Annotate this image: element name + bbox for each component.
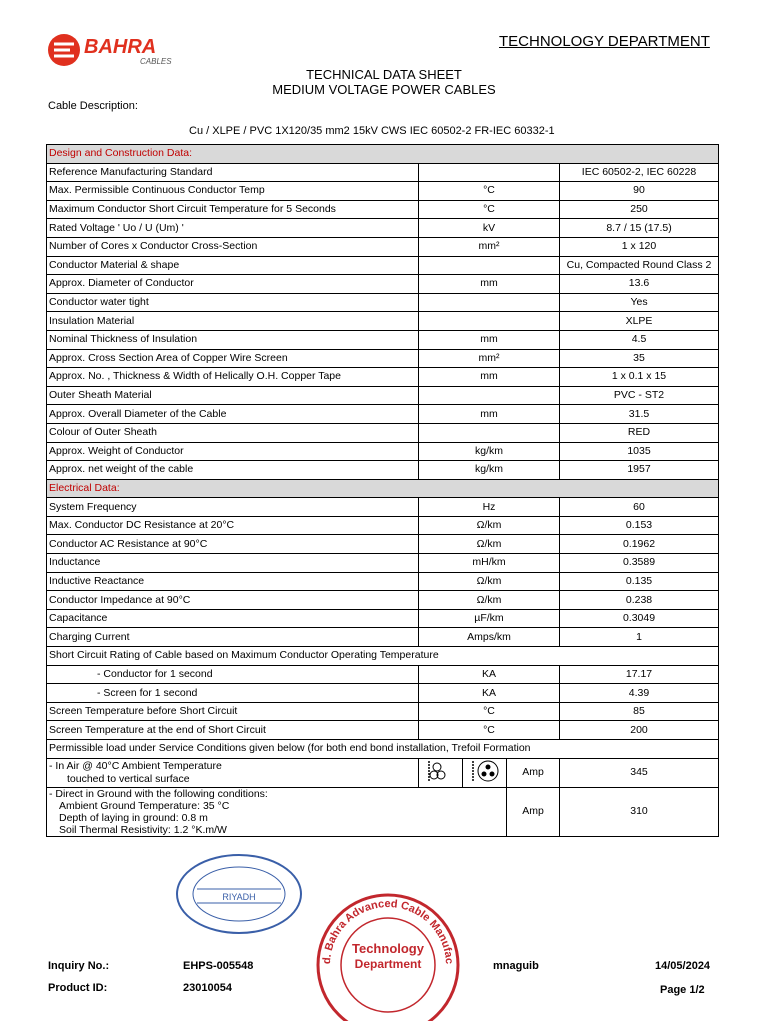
stamp-city: RIYADH	[222, 892, 256, 902]
unit: Amp	[507, 787, 560, 836]
table-row	[47, 609, 719, 628]
param: Reference Manufacturing Standard	[47, 163, 419, 182]
param: System Frequency	[47, 498, 419, 517]
param: Conductor Impedance at 90°C	[47, 591, 419, 610]
param: Colour of Outer Sheath	[47, 423, 419, 442]
unit: °C	[419, 200, 560, 219]
value: 1035	[560, 442, 719, 461]
value: 1 x 0.1 x 15	[560, 368, 719, 387]
value: 1	[560, 628, 719, 647]
short-circuit-heading: Short Circuit Rating of Cable based on Maximum Conductor Operating Temperature	[47, 647, 719, 666]
unit: mm	[419, 330, 560, 349]
unit: kg/km	[419, 442, 560, 461]
trefoil-touching-icon	[419, 758, 463, 787]
product-id: 23010054	[183, 982, 232, 994]
param: Max. Conductor DC Resistance at 20°C	[47, 516, 419, 535]
value: 345	[560, 758, 719, 787]
ground-line1: - Direct in Ground with the following conditions:	[49, 787, 268, 800]
section-design	[47, 145, 719, 164]
section-title: Electrical Data:	[47, 479, 719, 498]
product-label: Product ID:	[48, 982, 108, 994]
prepared-by: mnaguib	[493, 960, 539, 972]
unit: kg/km	[419, 461, 560, 480]
param: Approx. Diameter of Conductor	[47, 275, 419, 294]
table-row	[47, 572, 719, 591]
unit: Ω/km	[419, 591, 560, 610]
param: Rated Voltage ' Uo / U (Um) '	[47, 219, 419, 238]
param: Insulation Material	[47, 312, 419, 331]
value: 0.3049	[560, 609, 719, 628]
unit: µF/km	[419, 609, 560, 628]
trefoil-in-duct-icon	[463, 758, 507, 787]
inquiry-label: Inquiry No.:	[48, 960, 110, 972]
table-row	[47, 628, 719, 647]
document-title: TECHNICAL DATA SHEET	[306, 67, 462, 82]
table-row	[47, 312, 719, 331]
param: - Screen for 1 second	[47, 684, 419, 703]
table-row	[47, 684, 719, 703]
issue-date: 14/05/2024	[655, 960, 711, 972]
value: 0.238	[560, 591, 719, 610]
unit	[419, 386, 560, 405]
table-row	[47, 163, 719, 182]
unit: KA	[419, 665, 560, 684]
value: 13.6	[560, 275, 719, 294]
technology-department-stamp	[313, 893, 463, 1021]
param: Max. Permissible Continuous Conductor Temp	[47, 182, 419, 201]
logo-subtext: CABLES	[140, 57, 172, 66]
ground-line2: Ambient Ground Temperature: 35 °C	[59, 799, 230, 812]
department-heading: TECHNOLOGY DEPARTMENT	[499, 33, 710, 50]
param: Outer Sheath Material	[47, 386, 419, 405]
logo-text: BAHRA	[84, 36, 157, 58]
unit	[419, 163, 560, 182]
value: Yes	[560, 293, 719, 312]
param: Conductor Material & shape	[47, 256, 419, 275]
value: 60	[560, 498, 719, 517]
param: Inductive Reactance	[47, 572, 419, 591]
unit: mm	[419, 405, 560, 424]
stamp-line1: Technology	[352, 941, 424, 956]
table-row-ground	[47, 787, 719, 836]
unit: kV	[419, 219, 560, 238]
table-row	[47, 330, 719, 349]
param: Capacitance	[47, 609, 419, 628]
value: 310	[560, 787, 719, 836]
unit	[419, 293, 560, 312]
value: 4.5	[560, 330, 719, 349]
unit: mH/km	[419, 554, 560, 573]
ground-conditions	[47, 787, 507, 836]
inquiry-number: EHPS-005548	[183, 960, 254, 972]
table-row	[47, 386, 719, 405]
unit	[419, 256, 560, 275]
air-line2: touched to vertical surface	[67, 772, 190, 785]
value: 200	[560, 721, 719, 740]
unit: Ω/km	[419, 572, 560, 591]
unit	[419, 423, 560, 442]
value: 1957	[560, 461, 719, 480]
table-row	[47, 591, 719, 610]
value: 90	[560, 182, 719, 201]
value: 31.5	[560, 405, 719, 424]
cable-description-label: Cable Description:	[48, 100, 138, 112]
unit: °C	[419, 702, 560, 721]
unit: °C	[419, 721, 560, 740]
param: Conductor water tight	[47, 293, 419, 312]
value: 0.3589	[560, 554, 719, 573]
unit: mm	[419, 275, 560, 294]
company-stamp-blue	[175, 853, 303, 935]
ground-line4: Soil Thermal Resistivity: 1.2 °K.m/W	[59, 823, 227, 836]
param: Screen Temperature before Short Circuit	[47, 702, 419, 721]
value: 0.135	[560, 572, 719, 591]
stamp-ring-text: d. Bahra Advanced Cable Manufac	[320, 897, 456, 965]
unit: KA	[419, 684, 560, 703]
param: Screen Temperature at the end of Short Circuit	[47, 721, 419, 740]
table-row	[47, 665, 719, 684]
table-row	[47, 293, 719, 312]
table-row	[47, 554, 719, 573]
unit: mm	[419, 368, 560, 387]
value: 35	[560, 349, 719, 368]
unit: Amps/km	[419, 628, 560, 647]
unit	[419, 312, 560, 331]
param: Approx. Cross Section Area of Copper Wire Screen	[47, 349, 419, 368]
unit: mm²	[419, 349, 560, 368]
value: XLPE	[560, 312, 719, 331]
param: Approx. net weight of the cable	[47, 461, 419, 480]
table-row	[47, 349, 719, 368]
section-electrical	[47, 479, 719, 498]
unit: mm²	[419, 237, 560, 256]
table-row	[47, 535, 719, 554]
page-number: Page 1/2	[660, 984, 705, 996]
table-row	[47, 516, 719, 535]
table-row	[47, 275, 719, 294]
table-row	[47, 721, 719, 740]
value: 250	[560, 200, 719, 219]
table-row	[47, 200, 719, 219]
table-row	[47, 219, 719, 238]
load-heading-row	[47, 740, 719, 759]
table-row	[47, 256, 719, 275]
param: Approx. No. , Thickness & Width of Helically O.H. Copper Tape	[47, 368, 419, 387]
value: PVC - ST2	[560, 386, 719, 405]
param: Approx. Weight of Conductor	[47, 442, 419, 461]
value: Cu, Compacted Round Class 2	[560, 256, 719, 275]
table-row	[47, 442, 719, 461]
table-row	[47, 702, 719, 721]
param: Maximum Conductor Short Circuit Temperature for 5 Seconds	[47, 200, 419, 219]
value: IEC 60502-2, IEC 60228	[560, 163, 719, 182]
param: Nominal Thickness of Insulation	[47, 330, 419, 349]
value: 1 x 120	[560, 237, 719, 256]
value: 8.7 / 15 (17.5)	[560, 219, 719, 238]
value: 0.1962	[560, 535, 719, 554]
table-row	[47, 461, 719, 480]
air-conditions	[47, 758, 419, 787]
unit: °C	[419, 182, 560, 201]
value: 85	[560, 702, 719, 721]
stamp-line2: Department	[354, 957, 422, 971]
param: - Conductor for 1 second	[47, 665, 419, 684]
value: 17.17	[560, 665, 719, 684]
unit: Ω/km	[419, 516, 560, 535]
short-circuit-heading-row	[47, 647, 719, 666]
bahra-logo	[44, 28, 214, 72]
table-row-air	[47, 758, 719, 787]
param: Conductor AC Resistance at 90°C	[47, 535, 419, 554]
param: Inductance	[47, 554, 419, 573]
ground-line3: Depth of laying in ground: 0.8 m	[59, 811, 208, 824]
unit: Amp	[507, 758, 560, 787]
table-row	[47, 368, 719, 387]
unit: Ω/km	[419, 535, 560, 554]
document-subtitle: MEDIUM VOLTAGE POWER CABLES	[272, 82, 496, 97]
section-title: Design and Construction Data:	[47, 145, 719, 164]
value: RED	[560, 423, 719, 442]
air-line1: - In Air @ 40°C Ambient Temperature	[49, 759, 222, 772]
table-row	[47, 237, 719, 256]
value: 4.39	[560, 684, 719, 703]
param: Charging Current	[47, 628, 419, 647]
table-row	[47, 405, 719, 424]
table-row	[47, 423, 719, 442]
value: 0.153	[560, 516, 719, 535]
param: Number of Cores x Conductor Cross-Section	[47, 237, 419, 256]
unit: Hz	[419, 498, 560, 517]
param: Approx. Overall Diameter of the Cable	[47, 405, 419, 424]
load-heading: Permissible load under Service Conditions given below (for both end bond installation, Trefoil Formation	[47, 740, 719, 759]
table-row	[47, 182, 719, 201]
cable-description: Cu / XLPE / PVC 1X120/35 mm2 15kV CWS IEC 60502-2 FR-IEC 60332-1	[189, 125, 555, 137]
spec-table	[46, 144, 719, 837]
table-row	[47, 498, 719, 517]
